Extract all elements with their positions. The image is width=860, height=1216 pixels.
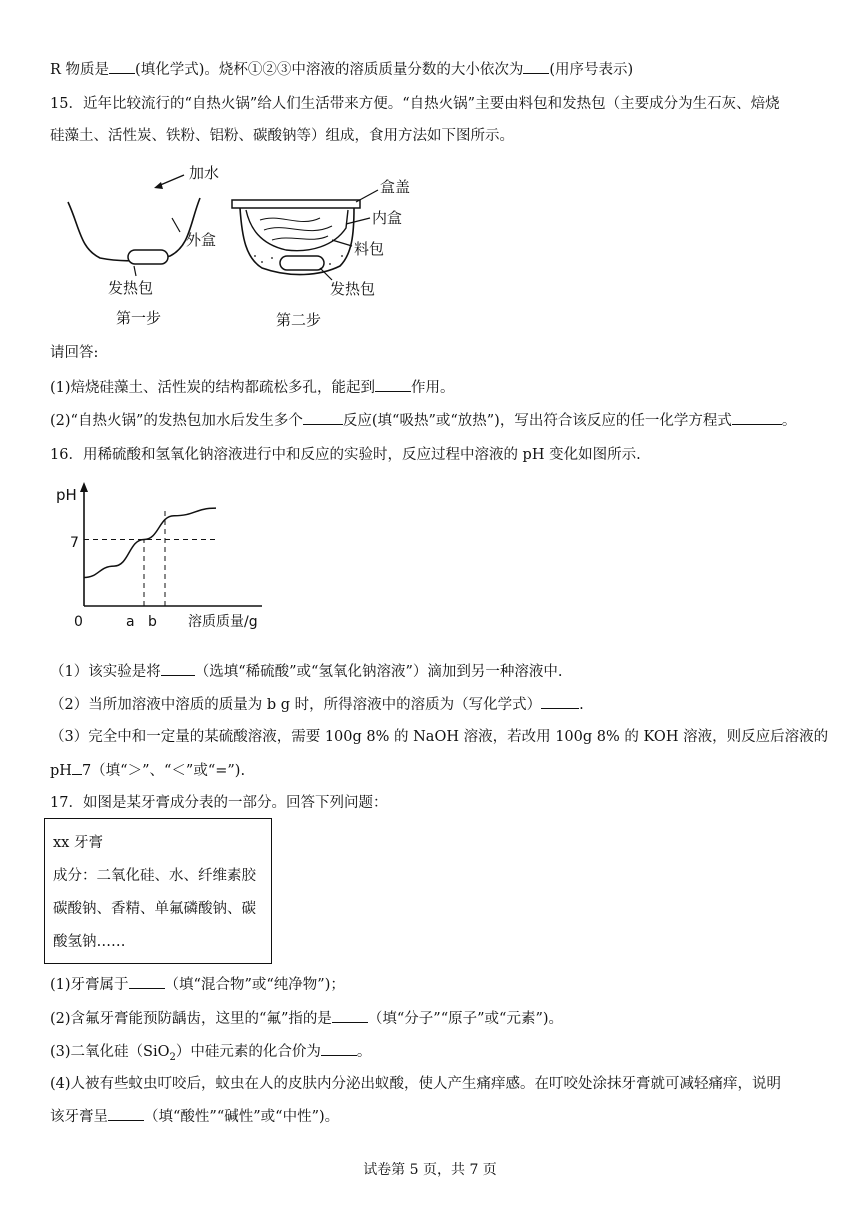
q17-stem: 17．如图是某牙膏成分表的一部分。回答下列问题： (50, 795, 388, 811)
y-axis-arrow-icon (80, 482, 88, 492)
y-axis-label: pH (56, 486, 77, 504)
answer-blank[interactable] (375, 377, 411, 392)
q17-sub1 (50, 974, 345, 995)
answer-blank[interactable] (523, 59, 549, 74)
box-line-3: 碳酸钠、香精、单氟磷酸钠、碳 (53, 901, 256, 917)
q17-sub4-line1: (4)人被有些蚊虫叮咬后，蚊虫在人的皮肤内分泌出蚁酸，使人产生痛痒感。在叮咬处涂抹牙膏就可减轻痛痒，说明 (50, 1076, 782, 1092)
ph-chart (48, 478, 288, 634)
x-tick-0: 0 (74, 614, 83, 630)
toothpaste-ingredient-box (44, 818, 272, 964)
heat-pack-shape-2 (280, 256, 324, 270)
q17-sub3-c: 。 (356, 1044, 372, 1060)
box-line-1: xx 牙膏 (53, 835, 103, 851)
q16-sub3-line2 (50, 760, 245, 781)
q16-sub1 (50, 661, 563, 682)
q16-sub1-b: （选填“稀硫酸”或“氢氧化钠溶液”）滴加到另一种溶液中. (194, 664, 563, 680)
answer-blank[interactable] (72, 760, 82, 775)
answer-blank[interactable] (303, 410, 343, 425)
label-outer-box: 外盒 (186, 231, 217, 249)
q15-sub2-c: 。 (781, 413, 797, 429)
label-heat-pack-2: 发热包 (330, 280, 376, 298)
q14-text-a: R 物质是 (50, 62, 110, 78)
q17-sub4-b: （填“酸性”“碱性”或“中性”)。 (144, 1109, 340, 1125)
answer-blank[interactable] (108, 1106, 144, 1121)
label-add-water: 加水 (189, 164, 220, 182)
x-axis-label: 溶质质量/g (188, 614, 258, 630)
q16-sub1-a: （1）该实验是将 (50, 664, 161, 680)
x-tick-b: b (148, 614, 157, 630)
label-step1: 第一步 (116, 309, 162, 327)
q17-sub1-b: （填“混合物”或“纯净物”)； (164, 977, 345, 993)
heat-pack-shape-1 (128, 250, 168, 264)
q17-sub2-a: (2)含氟牙膏能预防龋齿，这里的“氟”指的是 (50, 1011, 332, 1027)
box-line-4: 酸氢钠…… (53, 934, 126, 950)
page-footer: 试卷第 5 页，共 7 页 (363, 1162, 497, 1178)
label-heat-pack-1: 发热包 (108, 279, 154, 297)
q17-sub4-line2 (50, 1106, 339, 1127)
q17-sub3-b: ）中硅元素的化合价为 (175, 1044, 321, 1060)
label-food-pack: 料包 (354, 240, 385, 258)
q14-text-c: (用序号表示) (549, 62, 634, 78)
x-tick-a: a (126, 614, 135, 630)
q17-sub2-b: （填“分子”“原子”或“元素”)。 (367, 1011, 564, 1027)
q15-prompt: 请回答: (50, 345, 99, 361)
lid-shape (232, 200, 360, 208)
q17-sub3-a: (3)二氧化硅（SiO (50, 1044, 170, 1060)
q15-sub1-a: (1)焙烧硅藻土、活性炭的结构都疏松多孔，能起到 (50, 380, 376, 396)
q15-stem-line1: 15．近年比较流行的“自热火锅”给人们生活带来方便。“自热火锅”主要由料包和发热包（主要成分为生石灰、焙烧 (50, 96, 780, 112)
q15-sub1-b: 作用。 (411, 380, 455, 396)
label-step2: 第二步 (276, 311, 322, 329)
subscript-2: 2 (169, 1051, 176, 1063)
answer-blank[interactable] (732, 410, 782, 425)
answer-blank[interactable] (161, 661, 195, 676)
answer-blank[interactable] (129, 974, 165, 989)
q16-sub2-b: . (579, 697, 584, 713)
answer-blank[interactable] (321, 1041, 357, 1056)
q17-sub3 (50, 1041, 371, 1068)
q16-stem: 16．用稀硫酸和氢氧化钠溶液进行中和反应的实验时，反应过程中溶液的 pH 变化如图所示. (50, 447, 641, 463)
ph-curve (84, 508, 216, 577)
q16-sub3-a: pH (50, 763, 72, 779)
label-inner-box: 内盒 (372, 209, 403, 227)
arrow-icon (154, 182, 163, 189)
answer-blank[interactable] (109, 59, 135, 74)
q15-sub1 (50, 377, 455, 398)
q16-sub3-b: 7（填“＞”、“＜”或“=”). (81, 763, 246, 779)
answer-blank[interactable] (541, 694, 579, 709)
q17-sub1-a: (1)牙膏属于 (50, 977, 129, 993)
box-line-2: 成分：二氧化硅、水、纤维素胶 (53, 868, 256, 884)
q15-stem-line2: 硅藻土、活性炭、铁粉、铝粉、碳酸钠等）组成，食用方法如下图所示。 (50, 128, 514, 144)
label-lid: 盒盖 (380, 178, 410, 196)
hotpot-figure (50, 158, 410, 334)
q15-sub2-b: 反应(填“吸热”或“放热”)，写出符合该反应的任一化学方程式 (342, 413, 732, 429)
q16-sub2-a: （2）当所加溶液中溶质的质量为 b g 时，所得溶液中的溶质为（写化学式） (50, 697, 542, 713)
q16-sub3-line1: （3）完全中和一定量的某硫酸溶液，需要 100g 8% 的 NaOH 溶液，若改用 100g 8% 的 KOH 溶液，则反应后溶液的 (50, 729, 829, 745)
q16-sub2 (50, 694, 584, 715)
y-tick-7: 7 (70, 535, 79, 551)
q15-sub2 (50, 410, 796, 431)
q14-text-b: (填化学式)。烧杯①②③中溶液的溶质质量分数的大小依次为 (135, 62, 524, 78)
q15-sub2-a: (2)“自热火锅”的发热包加水后发生多个 (50, 413, 303, 429)
q17-sub2 (50, 1008, 563, 1029)
q14-tail-line (50, 59, 633, 80)
inner-box-shape (246, 210, 348, 251)
answer-blank[interactable] (332, 1008, 368, 1023)
q17-sub4-a: 该牙膏呈 (50, 1109, 108, 1125)
